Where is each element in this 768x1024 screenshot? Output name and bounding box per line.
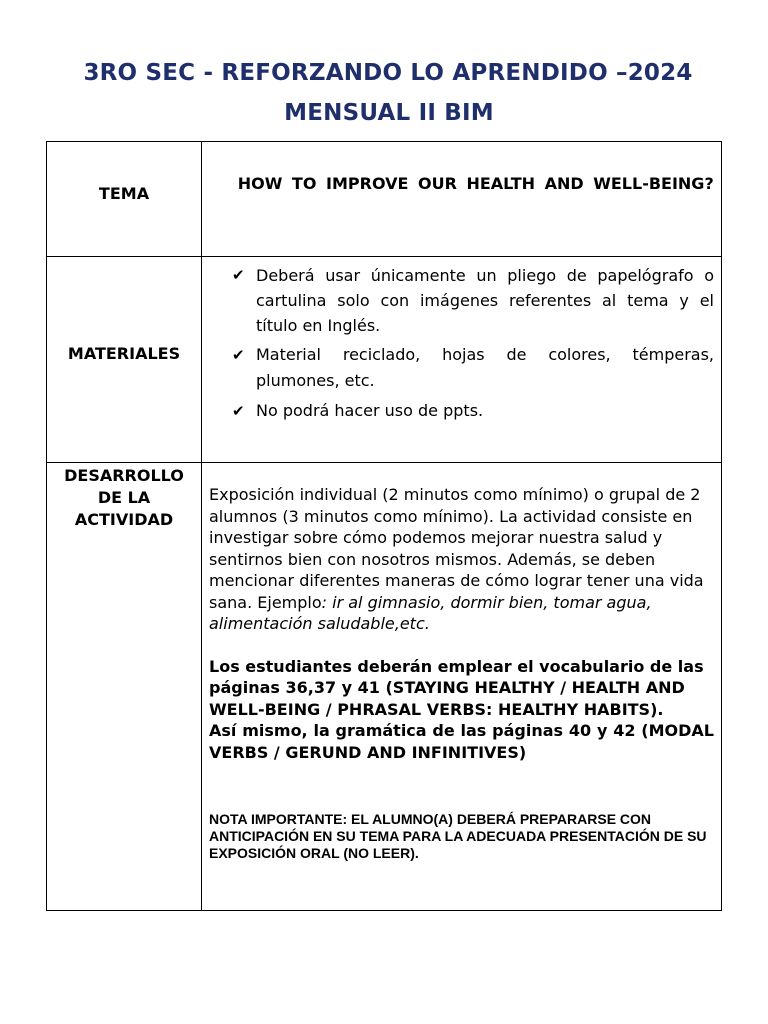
checkmark-icon: ✔ — [232, 346, 245, 364]
desarrollo-value-cell — [202, 463, 722, 911]
desarrollo-label-line1: DESARROLLO — [64, 466, 184, 485]
desarrollo-content — [202, 463, 721, 862]
table-row-materiales — [47, 257, 722, 463]
desarrollo-paragraph-2: Los estudiantes deberán emplear el vocabulario de las páginas 36,37 y 41 (STAYING HEALTHY / HEALTH AND WELL-BEING / PHRASAL VERBS: HEALTHY HABITS). — [209, 656, 704, 719]
checkmark-icon: ✔ — [232, 266, 245, 284]
document-title-line1: 3RO SEC - REFORZANDO LO APRENDIDO –2024 — [83, 60, 693, 86]
desarrollo-label-cell — [47, 463, 202, 911]
materiales-label-cell — [47, 257, 202, 463]
materiales-label: MATERIALES — [67, 344, 181, 363]
list-item — [232, 398, 714, 424]
important-note: NOTA IMPORTANTE: EL ALUMNO(A) DEBERÁ PREPARARSE CON ANTICIPACIÓN EN SU TEMA PARA LA ADECUADA PRESENTACIÓN DE SU EXPOSICIÓN ORAL (NO LEER). — [209, 811, 707, 861]
table-row-desarrollo — [47, 463, 722, 911]
materiales-list — [202, 257, 721, 424]
tema-value — [202, 142, 721, 195]
desarrollo-label-line2: DE LA — [97, 488, 151, 507]
tema-value-cell — [202, 142, 722, 257]
tema-label-cell — [47, 142, 202, 257]
document-title-line2: MENSUAL II BIM — [284, 100, 494, 126]
tema-label: TEMA — [98, 184, 150, 203]
materiales-item-text: Deberá usar únicamente un pliego de papelógrafo o cartulina solo con imágenes referentes al tema y el título en Inglés. — [256, 266, 714, 335]
table-row-tema — [47, 142, 722, 257]
desarrollo-paragraph-3: Así mismo, la gramática de las páginas 40 y 42 (MODAL VERBS / GERUND AND INFINITIVES) — [209, 721, 714, 762]
materiales-item-text: Material reciclado, hojas de colores, témperas, plumones, etc. — [256, 345, 714, 390]
materiales-item-text: No podrá hacer uso de ppts. — [256, 401, 484, 420]
activity-table — [46, 141, 722, 911]
list-item — [232, 342, 714, 394]
checkmark-icon: ✔ — [232, 402, 245, 420]
desarrollo-paragraph-1-examples: : ir al gimnasio, dormir bien, tomar agua, alimentación saludable,etc. — [209, 592, 652, 633]
desarrollo-paragraph-1-text: Exposición individual (2 minutos como mínimo) o grupal de 2 alumnos (3 minutos como mínimo). La actividad consiste en investigar sobre cómo podemos mejorar nuestra salud y sentirnos bien con nosotros mismos. Además, se deben mencionar diferentes maneras de cómo lograr tener una vida sana. Ejemplo — [209, 485, 704, 612]
tema-value-text: HOW TO IMPROVE OUR HEALTH AND WELL-BEING? — [237, 174, 714, 193]
desarrollo-label-line3: ACTIVIDAD — [74, 510, 174, 529]
materiales-value-cell — [202, 257, 722, 463]
desarrollo-paragraph-1 — [209, 484, 714, 635]
list-item — [232, 263, 714, 338]
desarrollo-label — [47, 463, 201, 531]
